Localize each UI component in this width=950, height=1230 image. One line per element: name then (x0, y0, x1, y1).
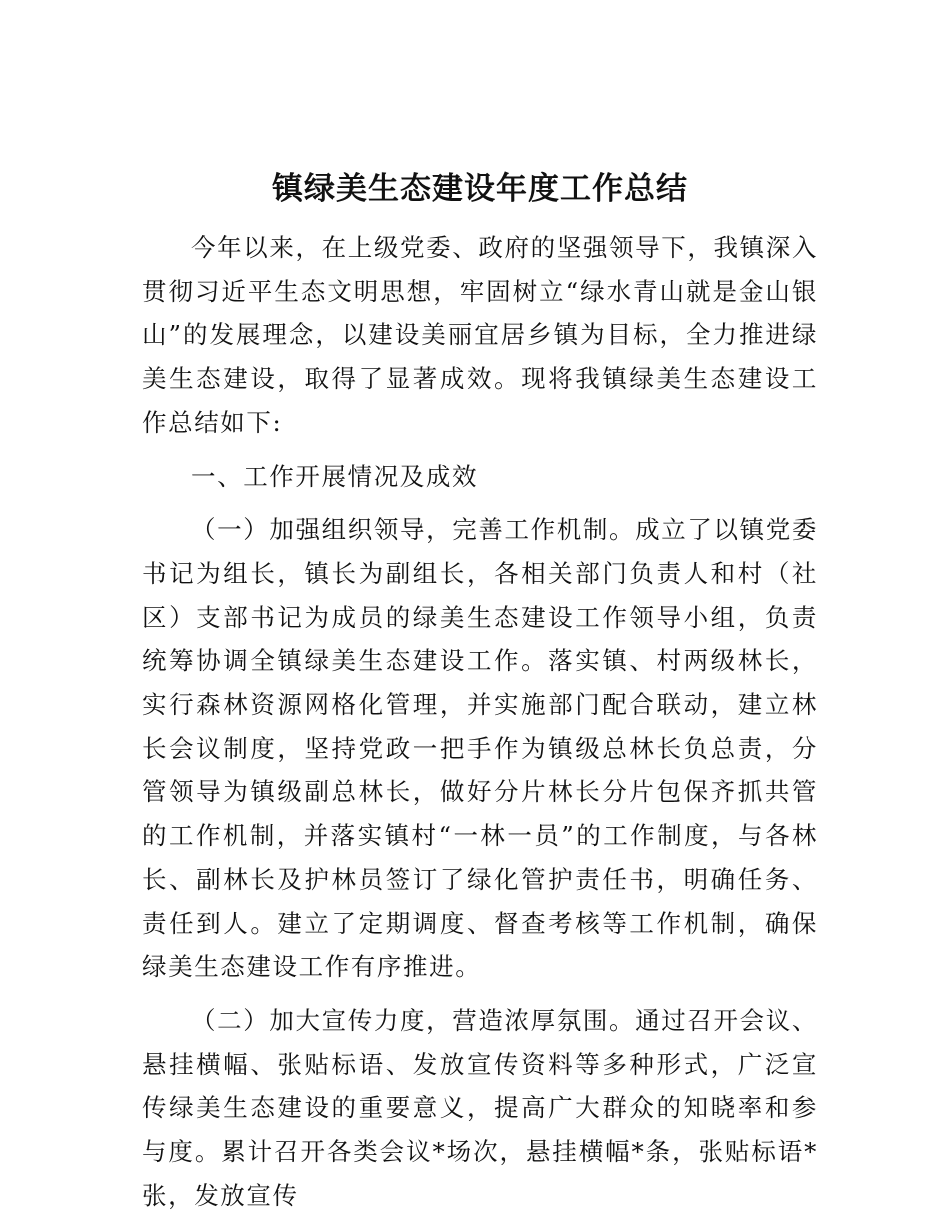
intro-paragraph: 今年以来，在上级党委、政府的坚强领导下，我镇深入贯彻习近平生态文明思想，牢固树立“绿水青山就是金山银山”的发展理念，以建设美丽宜居乡镇为目标，全力推进绿美生态建设，取得了显著成效。现将我镇绿美生态建设工作总结如下: (142, 233, 818, 437)
section-heading-1: 一、工作开展情况及成效 (191, 461, 479, 491)
section-2-paragraph: （二）加大宣传力度，营造浓厚氛围。通过召开会议、悬挂横幅、张贴标语、发放宣传资料等多种形式，广泛宣传绿美生态建设的重要意义，提高广大群众的知晓率和参与度。累计召开各类会议*场次，悬挂横幅*条，张贴标语*张，发放宣传 (142, 1005, 818, 1210)
section-1-paragraph: （一）加强组织领导，完善工作机制。成立了以镇党委书记为组长，镇长为副组长，各相关部门负责人和村（社区）支部书记为成员的绿美生态建设工作领导小组，负责统筹协调全镇绿美生态建设工作。落实镇、村两级林长，实行森林资源网格化管理，并实施部门配合联动，建立林长会议制度，坚持党政一把手作为镇级总林长负总责，分管领导为镇级副总林长，做好分片林长分片包保齐抓共管的工作机制，并落实镇村“一林一员”的工作制度，与各林长、副林长及护林员签订了绿化管护责任书，明确任务、责任到人。建立了定期调度、督查考核等工作机制，确保绿美生态建设工作有序推进。 (142, 515, 818, 982)
document-page (142, 166, 818, 1217)
document-title: 镇绿美生态建设年度工作总结 (272, 171, 688, 207)
